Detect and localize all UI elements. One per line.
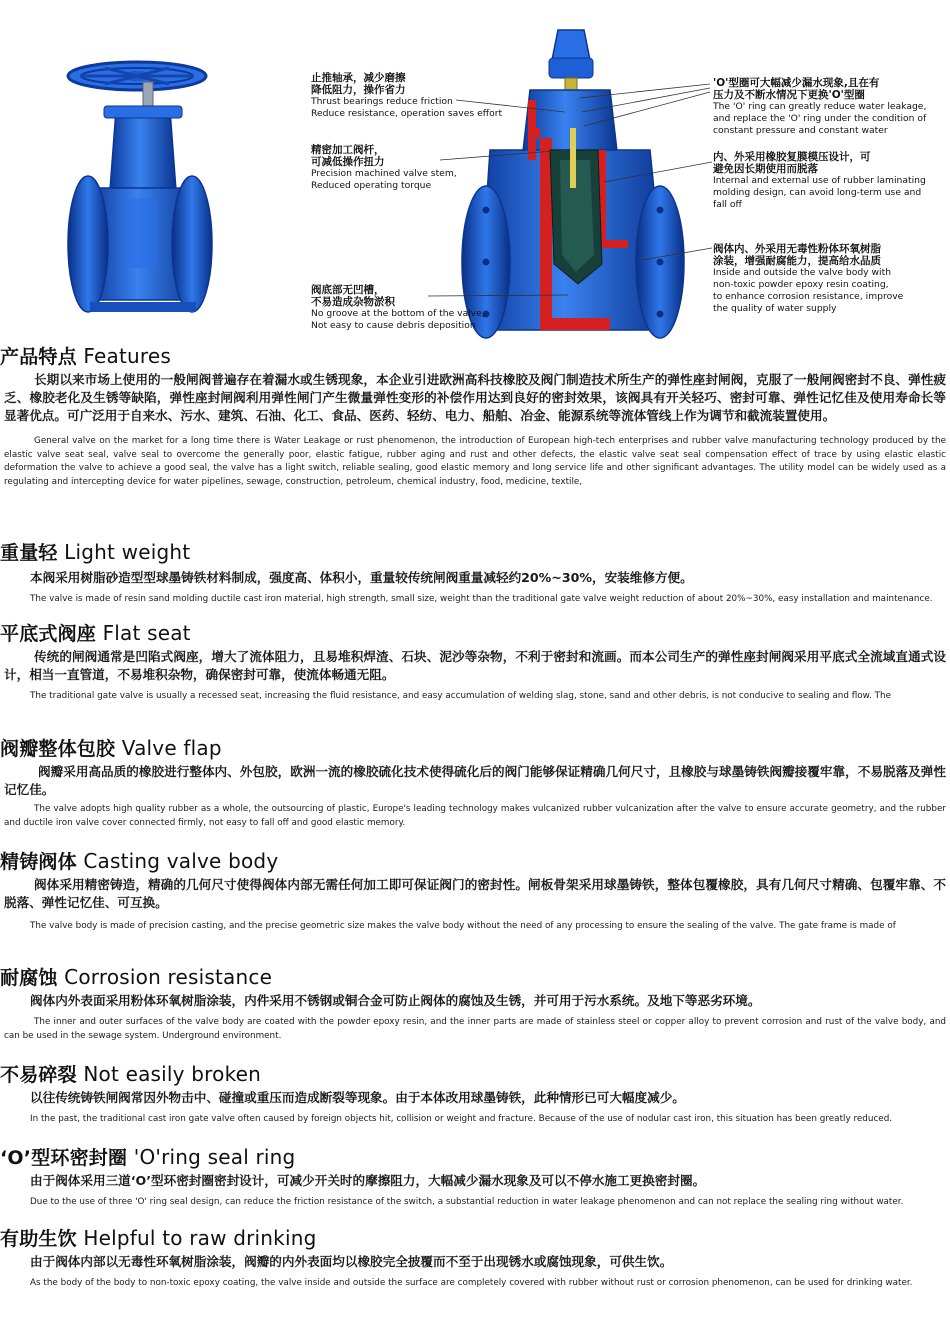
casting-cn-text: 阀体采用精密铸造，精确的几何尺寸使得阀体内部无需任何加工即可保证阀门的密封性。闸板骨架采用球墨铸铁，整体包覆橡胶，具有几何尺寸精确、包覆牢靠、不脱落、弹性记忆佳、可互换。 (4, 877, 946, 910)
callout-epoxy-en4: the quality of water supply (713, 303, 837, 314)
section-flat-seat (0, 621, 950, 704)
flat-cn-text: 传统的闸阀通常是凹陷式阀座，增大了流体阻力，且易堆积焊渣、石块、泥沙等杂物，不利于密封和流画。而本公司生产的弹性座封闸阀采用平底式全流域直通式设计，相当一直管道，不易堆积杂物，确保密封可靠，使流体畅通无阻。 (4, 649, 946, 682)
features-en-text: General valve on the market for a long time there is Water Leakage or rust phenomenon, the introduction of European high-tech enterprises and rubber valve manufacturing technology produced by the elastic valve seat seal, valve seal to overcome the generally poor, elastic fatigue, rubber aging and rust and other defects, the elastic valve seat seal compensation effect of trace by using elastic elastic deformation the valve to achieve a good seal, the valve has a light switch, reliable sealing, good elastic memory and long service life and other significant advantages. The utility model can be widely used as a regulating and intercepting device for water pipelines, sewage, construction, petroleum, chemical industry, food, medicine, textile, (4, 436, 946, 487)
flap-cn-text: 阀瓣采用高品质的橡胶进行整体内、外包胶，欧洲一流的橡胶硫化技术使得硫化后的阀门能够保证精确几何尺寸，且橡胶与球墨铸铁阀瓣接覆牢靠，不易脱落及弹性记忆佳。 (4, 764, 946, 797)
callout-thrust-cn2: 降低阻力，操作省力 (311, 84, 406, 96)
callout-stem-cn2: 可减低操作扭力 (311, 156, 385, 168)
callout-stem-en1: Precision machined valve stem, (311, 168, 457, 179)
callout-rubber-en1: Internal and external use of rubber laminating (713, 175, 926, 186)
callout-epoxy-en3: to enhance corrosion resistance, improve (713, 291, 904, 302)
section-title (0, 849, 950, 874)
gate-valve-photo (68, 62, 212, 312)
callout-rubber-en2: molding design, can avoid long-term use and (713, 187, 922, 198)
section-not-broken (0, 1062, 950, 1127)
corrosion-cn-text: 阀体内外表面采用粉体环氧树脂涂装，内件采用不锈钢或铜合金可防止阀体的腐蚀及生锈，并可用于污水系统。及地下等恶劣环境。 (30, 993, 761, 1008)
callout-no-groove (311, 284, 485, 332)
flat-en-text: The traditional gate valve is usually a recessed seat, increasing the fluid resistance, and easy accumulation of welding slag, stone, sand and other debris, is not conducive to sealing and flow. The (30, 691, 892, 701)
callout-thrust-en1: Thrust bearings reduce friction (311, 96, 453, 107)
title-en: Casting valve body (83, 849, 279, 873)
flap-en-text: The valve adopts high quality rubber as a whole, the outsourcing of plastic, Europe's leading technology makes vulcanized rubber vulcanization after the valve to ensure accurate geometry, and the rubber and ductile iron valve cover connected firmly, not easy to fall off and good elastic memory. (4, 804, 946, 828)
section-title (0, 621, 950, 646)
broken-en-text: In the past, the traditional cast iron gate valve often caused by foreign objects hit, collision or weight and fracture. Because of the use of nodular cast iron, this situation has been greatly reduced. (30, 1114, 893, 1124)
callout-oring-en1: The 'O' ring can greatly reduce water leakage, (713, 101, 927, 112)
title-cn: ‘O’型环密封圈 (0, 1147, 128, 1169)
section-title (0, 736, 950, 761)
callout-groove-en1: No groove at the bottom of the valve, (311, 308, 485, 319)
callout-thrust-bearing (311, 72, 502, 120)
callout-valve-stem (311, 144, 457, 192)
section-drinking (0, 1226, 950, 1291)
callout-stem-cn1: 精密加工阀杆， (311, 144, 385, 156)
callout-thrust-cn1: 止推轴承，减少磨擦 (311, 72, 406, 84)
section-valve-flap (0, 736, 950, 830)
title-en: Light weight (64, 540, 191, 564)
callout-o-ring (713, 77, 926, 137)
title-en: 'O'ring seal ring (133, 1145, 296, 1169)
section-title (0, 1226, 950, 1251)
callout-rubber-molding (713, 151, 926, 211)
title-cn: 平底式阀座 (0, 623, 97, 645)
section-o-ring (0, 1145, 950, 1210)
section-title (0, 344, 950, 369)
callout-epoxy-en2: non-toxic powder epoxy resin coating, (713, 279, 889, 290)
title-en: Flat seat (102, 621, 191, 645)
callout-epoxy-cn1: 阀体内、外采用无毒性粉体环氧树脂 (713, 243, 881, 255)
callout-groove-cn1: 阀底部无凹槽， (311, 284, 385, 296)
callout-rubber-cn2: 避免因长期使用而脱落 (713, 163, 818, 175)
title-en: Features (83, 344, 171, 368)
corrosion-en-text: The inner and outer surfaces of the valve body are coated with the powder epoxy resin, and the inner parts are made of stainless steel or copper alloy to prevent corrosion and rust of the valve body, and can be used in the sewage system. Underground environment. (4, 1017, 946, 1041)
callout-thrust-en2: Reduce resistance, operation saves effort (311, 108, 503, 119)
title-cn: 阀瓣整体包胶 (0, 738, 116, 760)
drinking-en-text: As the body of the body to non-toxic epoxy coating, the valve inside and outside the surface are completely covered with rubber without rust or corrosion phenomenon, can be used for drinking water. (30, 1278, 913, 1288)
section-title (0, 540, 950, 565)
callout-epoxy-cn2: 涂装，增强耐腐能力，提高给水品质 (713, 255, 881, 267)
callout-rubber-cn1: 内、外采用橡胶复膜模压设计，可 (713, 151, 871, 163)
features-cn-text: 长期以来市场上使用的一般闸阀普遍存在着漏水或生锈现象，本企业引进欧洲高科技橡胶及阀门制造技术所生产的弹性座封闸阀，克服了一般闸阀密封不良、弹性疲乏、橡胶老化及生锈等缺陷，弹性座封闸阀利用弹性闸门产生微量弹性变形的补偿作用达到良好的密封效果，该阀具有开关轻巧、密封可靠、弹性记忆佳及使用寿命长等显著优点。可广泛用于自来水、污水、建筑、石油、化工、食品、医药、轻纺、电力、船舶、冶金、能源系统等流体管线上作为调节和截流装置使用。 (4, 372, 946, 423)
title-cn: 不易碎裂 (0, 1064, 77, 1086)
title-cn: 有助生饮 (0, 1228, 77, 1250)
title-en: Corrosion resistance (64, 965, 273, 989)
section-title (0, 1062, 950, 1087)
light-cn-text: 本阀采用树脂砂造型型球墨铸铁材料制成，强度高、体积小，重量较传统闸阀重量减轻约20%~30%，安装维修方便。 (30, 570, 693, 585)
callout-oring-en3: constant pressure and constant water (713, 125, 888, 136)
handwheel-icon (68, 62, 206, 90)
section-title (0, 965, 950, 990)
section-title (0, 1145, 950, 1170)
callout-stem-en2: Reduced operating torque (311, 180, 432, 191)
section-features (0, 344, 950, 489)
light-en-text: The valve is made of resin sand molding ductile cast iron material, high strength, small size, weight than the traditional gate valve weight reduction of about 20%~30%, easy installation and maintenance. (30, 594, 933, 604)
title-en: Helpful to raw drinking (83, 1226, 317, 1250)
callout-oring-cn2: 压力及不断水情况下更换'O'型圈 (713, 89, 865, 101)
title-cn: 精铸阀体 (0, 851, 77, 873)
section-light-weight (0, 540, 950, 607)
callout-rubber-en3: fall off (713, 199, 742, 210)
oring-cn-text: 由于阀体采用三道‘O’型环密封圈密封设计，可减少开关时的摩擦阻力，大幅减少漏水现象及可以不停水施工更换密封圈。 (30, 1173, 706, 1188)
broken-cn-text: 以往传统铸铁闸阀常因外物击中、碰撞或重压而造成断裂等现象。由于本体改用球墨铸铁，此种情形已可大幅度减少。 (30, 1090, 685, 1105)
callout-epoxy-coating (713, 243, 903, 315)
casting-en-text: The valve body is made of precision casting, and the precise geometric size makes the valve body without the need of any processing to ensure the sealing of the valve. The gate frame is made of (30, 921, 896, 931)
callout-oring-en2: and replace the 'O' ring under the condition of (713, 113, 927, 124)
drinking-cn-text: 由于阀体内部以无毒性环氧树脂涂装，阀瓣的内外表面均以橡胶完全披覆而不至于出现锈水或腐蚀现象，可供生饮。 (30, 1254, 673, 1269)
oring-en-text: Due to the use of three 'O' ring seal design, can reduce the friction resistance of the switch, a substantial reduction in water leakage phenomenon and can not replace the sealing ring without water. (30, 1197, 904, 1207)
title-cn: 重量轻 (0, 542, 58, 564)
callout-oring-cn1: 'O'型圈可大幅减少漏水现象,且在有 (713, 77, 880, 89)
title-en: Valve flap (121, 736, 222, 760)
section-corrosion (0, 965, 950, 1043)
callout-groove-cn2: 不易造成杂物淤积 (311, 296, 395, 308)
callout-epoxy-en1: Inside and outside the valve body with (713, 267, 892, 278)
title-en: Not easily broken (83, 1062, 262, 1086)
title-cn: 耐腐蚀 (0, 967, 58, 989)
callout-groove-en2: Not easy to cause debris deposition (311, 320, 476, 331)
section-casting-body (0, 849, 950, 934)
title-cn: 产品特点 (0, 346, 77, 368)
